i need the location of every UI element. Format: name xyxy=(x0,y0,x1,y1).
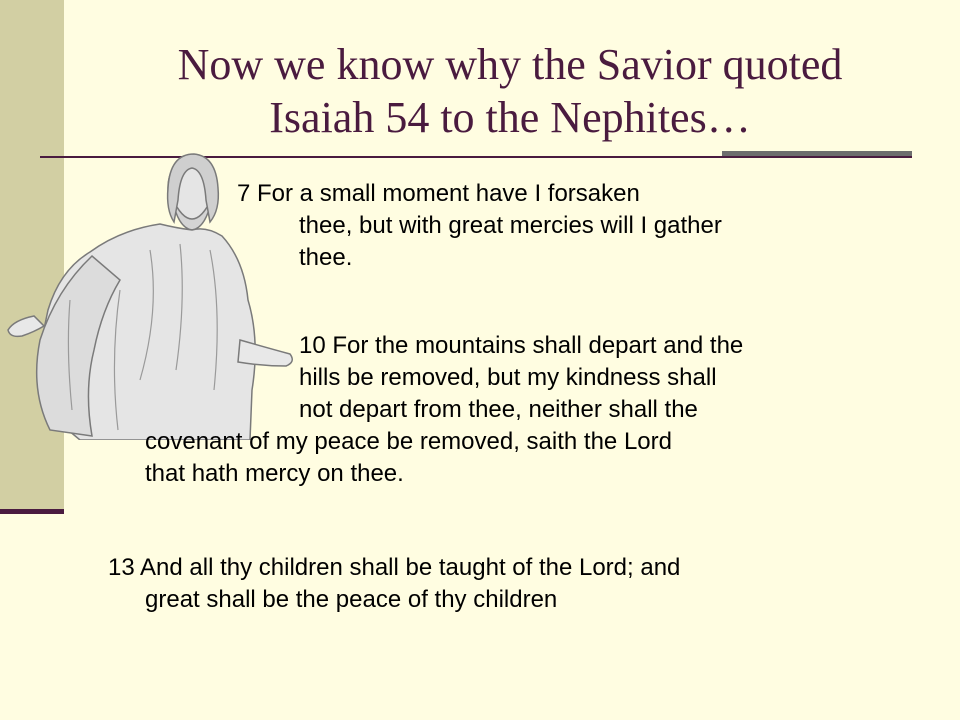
verse-7-line-3: thee. xyxy=(299,244,353,271)
slide-title xyxy=(80,38,940,144)
verse-7-line-2: thee, but with great mercies will I gather xyxy=(299,212,722,239)
title-line-2: Isaiah 54 to the Nephites… xyxy=(269,93,751,142)
verse-13-line-1: 13 And all thy children shall be taught of the Lord; and xyxy=(108,554,681,581)
verse-10-line-5: that hath mercy on thee. xyxy=(145,460,404,487)
verse-7-line-1: 7 For a small moment have I forsaken xyxy=(237,180,640,207)
verse-13-line-2: great shall be the peace of thy children xyxy=(145,586,558,613)
sidebar-accent-line xyxy=(0,509,64,514)
verse-10-line-3: not depart from thee, neither shall the xyxy=(299,396,698,423)
verse-10 xyxy=(145,330,743,490)
verse-10-line-4: covenant of my peace be removed, saith the Lord xyxy=(145,428,672,455)
title-line-1: Now we know why the Savior quoted xyxy=(177,40,843,89)
verse-13 xyxy=(108,552,680,616)
title-divider-thick xyxy=(722,151,912,156)
verse-10-line-2: hills be removed, but my kindness shall xyxy=(299,364,717,391)
verse-10-line-1: 10 For the mountains shall depart and the xyxy=(299,332,744,359)
verse-7 xyxy=(237,178,722,274)
